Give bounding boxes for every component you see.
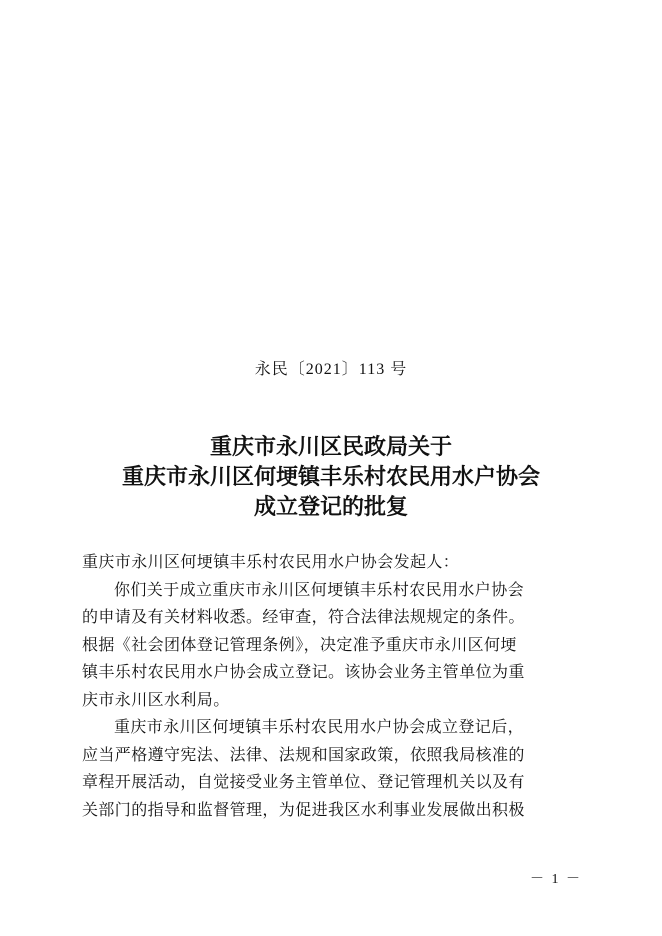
body-line: 重庆市永川区何埂镇丰乐村农民用水户协会成立登记后， — [114, 717, 525, 736]
document-title — [0, 432, 662, 522]
page-number: － 1 － — [530, 872, 582, 887]
body-line: 你们关于成立重庆市永川区何埂镇丰乐村农民用水户协会 — [114, 579, 525, 599]
body-line: 关部门的指导和监督管理，为促进我区水利事业发展做出积极 — [82, 799, 525, 819]
body-line: 根据《社会团体登记管理条例》，决定准予重庆市永川区何埂 — [82, 634, 517, 654]
title-line: 重庆市永川区何埂镇丰乐村农民用水户协会 — [121, 464, 540, 490]
title-line: 成立登记的批复 — [253, 494, 408, 520]
body-line: 的申请及有关材料收悉。经审查，符合法律法规规定的条件。 — [82, 607, 525, 626]
salutation: 重庆市永川区何埂镇丰乐村农民用水户协会发起人： — [82, 552, 460, 571]
document-body — [82, 548, 582, 823]
body-line: 章程开展活动，自觉接受业务主管单位、登记管理机关以及有 — [82, 772, 525, 791]
body-line: 应当严格遵守宪法、法律、法规和国家政策，依照我局核准的 — [82, 744, 525, 764]
title-line: 重庆市永川区民政局关于 — [209, 434, 452, 460]
body-line: 镇丰乐村农民用水户协会成立登记。该协会业务主管单位为重 — [82, 662, 525, 681]
document-number: 永民〔2021〕113 号 — [254, 361, 408, 378]
body-line: 庆市永川区水利局。 — [82, 689, 230, 709]
